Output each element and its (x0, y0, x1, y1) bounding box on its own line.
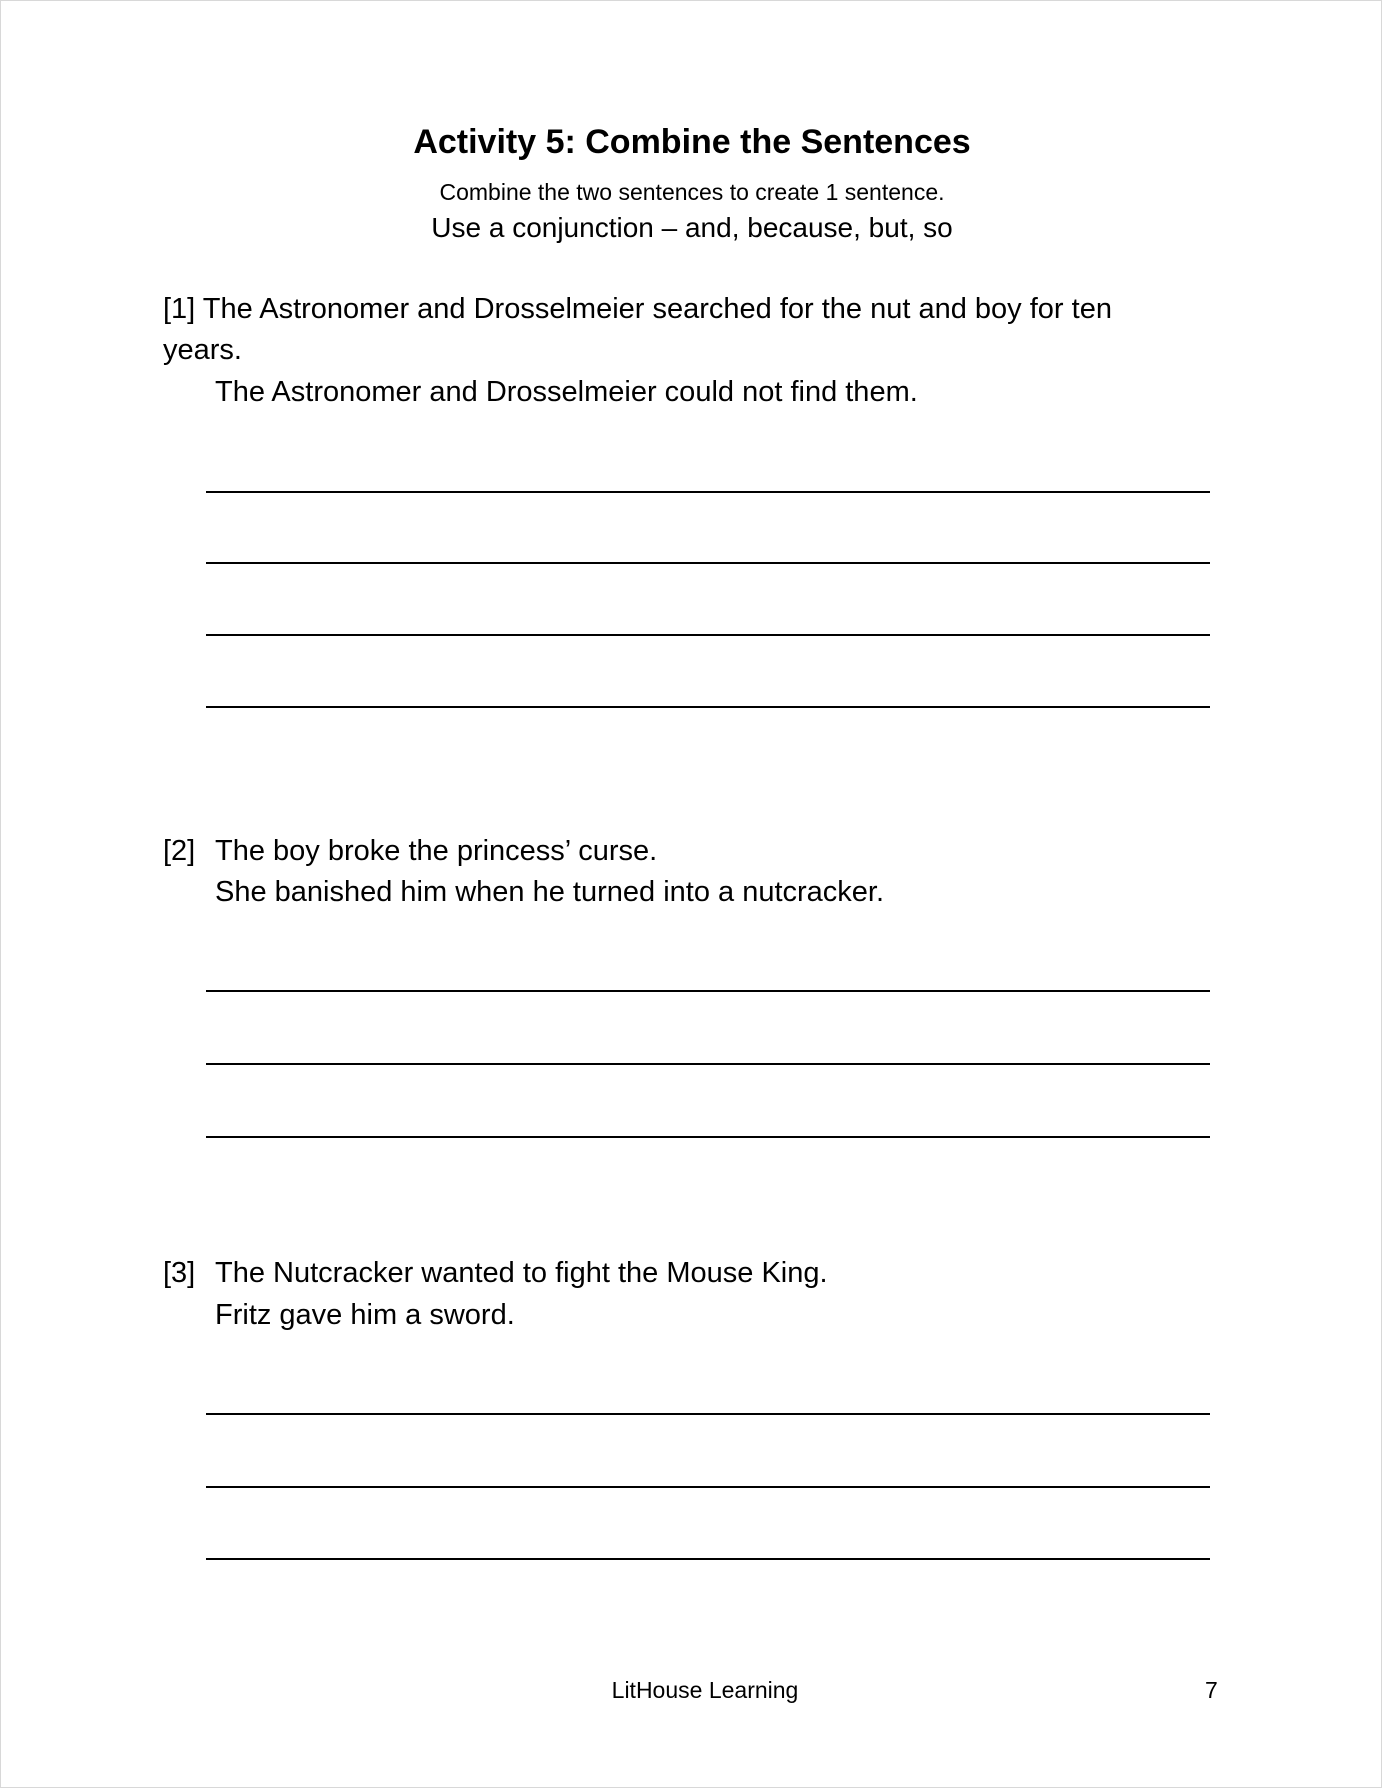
answer-line[interactable] (206, 1558, 1210, 1560)
page-number: 7 (1205, 1677, 1218, 1703)
item-number: [2] (163, 835, 196, 867)
instruction-line-1: Combine the two sentences to create 1 sentence. (439, 179, 945, 205)
item-1-sentence-1-continued: years. (163, 334, 242, 366)
item-3-sentence-1: The Nutcracker wanted to fight the Mouse King. (215, 1257, 828, 1289)
page-title: Activity 5: Combine the Sentences (413, 123, 971, 161)
item-3-sentence-2: Fritz gave him a sword. (215, 1299, 515, 1331)
answer-line[interactable] (206, 1063, 1210, 1065)
answer-line[interactable] (206, 634, 1210, 636)
answer-line[interactable] (206, 706, 1210, 708)
answer-line[interactable] (206, 1413, 1210, 1415)
instruction-line-2: Use a conjunction – and, because, but, so (431, 212, 953, 243)
sentence-text: The Astronomer and Drosselmeier searched for the nut and boy for ten (202, 293, 1112, 325)
answer-line[interactable] (206, 562, 1210, 564)
item-1-sentence-1 (163, 293, 1112, 326)
item-2-sentence-2: She banished him when he turned into a nutcracker. (215, 876, 885, 908)
item-number: [1] (163, 293, 196, 325)
answer-line[interactable] (206, 990, 1210, 992)
item-number: [3] (163, 1257, 196, 1289)
item-2-sentence-1: The boy broke the princess’ curse. (215, 835, 658, 867)
answer-line[interactable] (206, 491, 1210, 493)
answer-line[interactable] (206, 1486, 1210, 1488)
item-1-sentence-2: The Astronomer and Drosselmeier could not find them. (215, 376, 918, 408)
answer-line[interactable] (206, 1136, 1210, 1138)
footer-publisher: LitHouse Learning (611, 1677, 799, 1703)
